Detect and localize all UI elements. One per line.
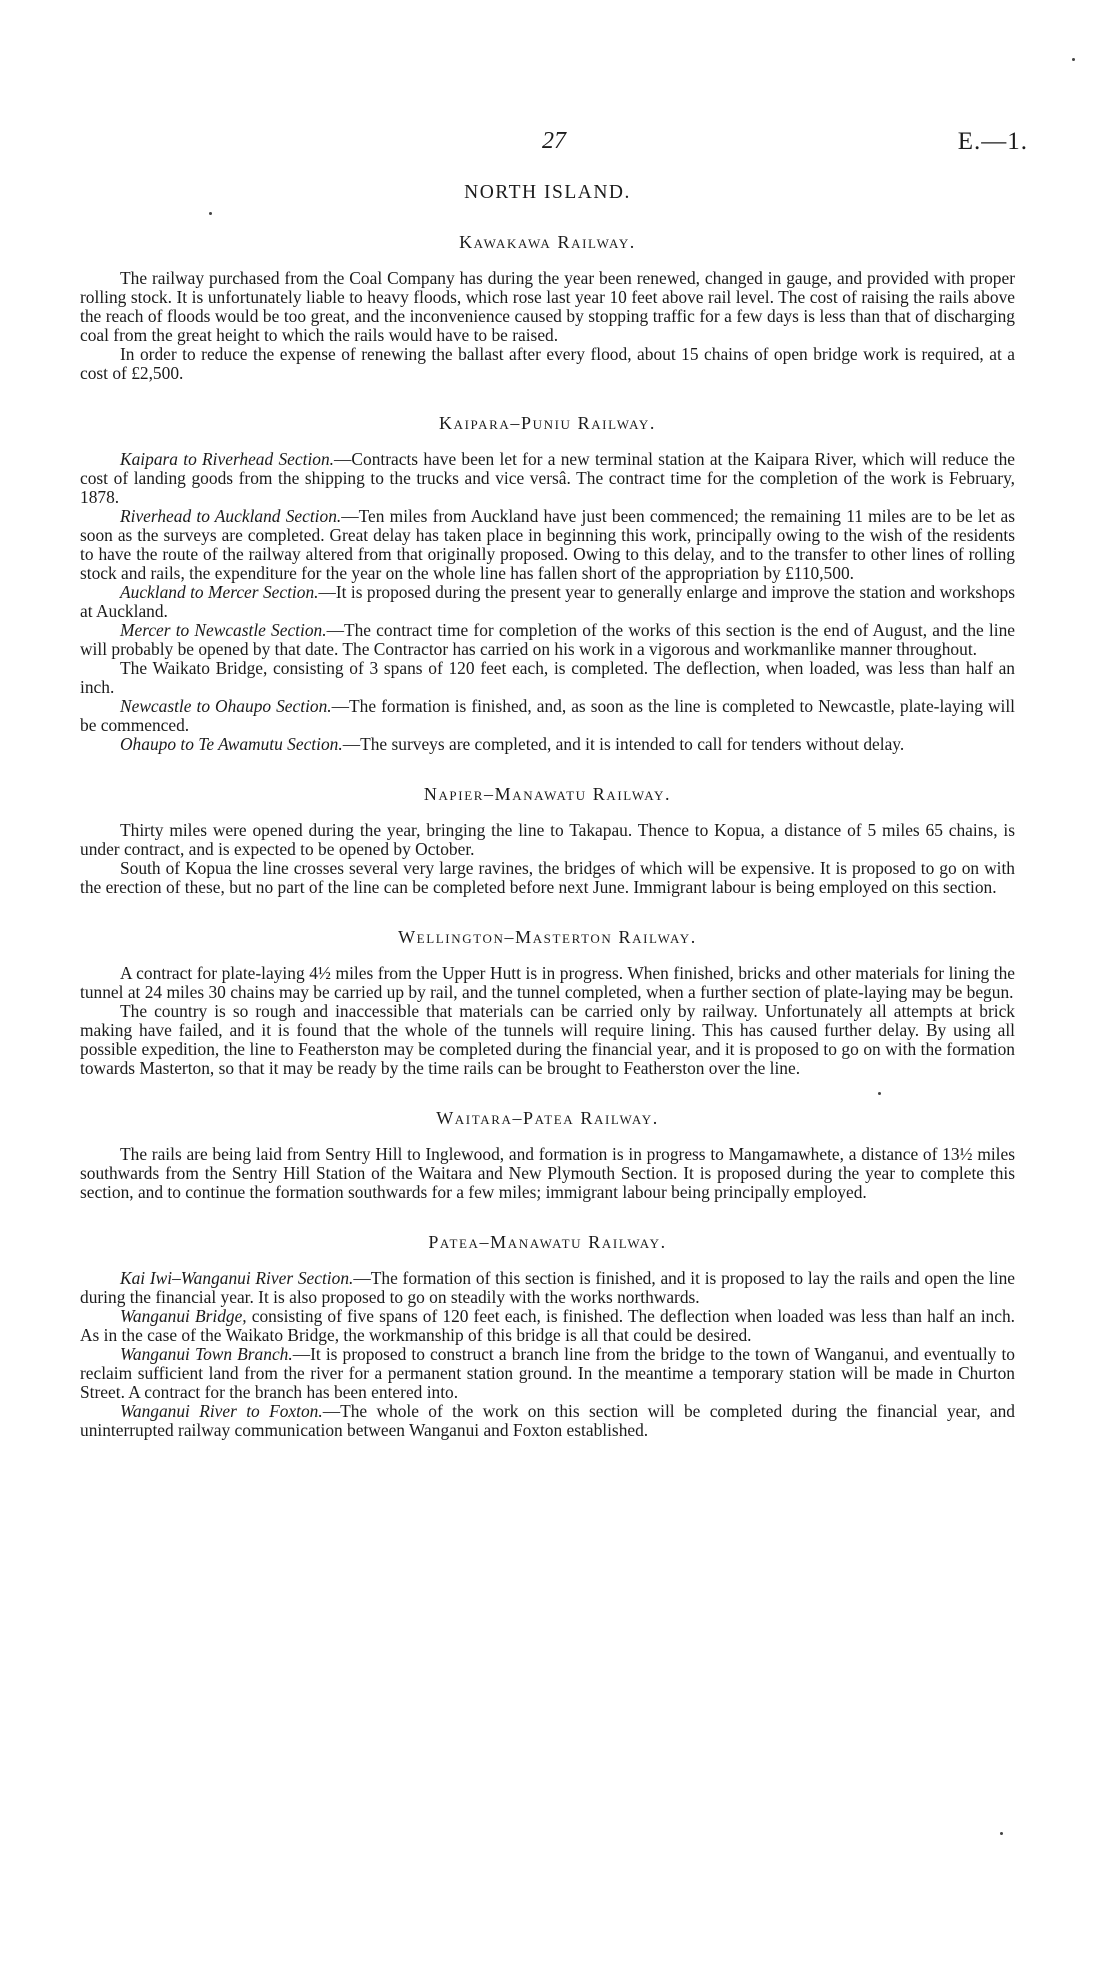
- paragraph-lead-heading: Newcastle to Ohaupo Section.: [120, 696, 332, 716]
- paragraph: [80, 269, 1015, 345]
- paragraph-lead-heading: Mercer to Newcastle Section.: [120, 620, 327, 640]
- document-body: [80, 182, 1015, 1470]
- margin-speck: [878, 1092, 881, 1095]
- paragraph-text: —The whole of the work on this section will be completed during the financial year, and uninterrupted railway communication between Wanganui and Foxton established.: [80, 1401, 1015, 1440]
- section: [80, 784, 1015, 897]
- paragraph-text: —It is proposed during the present year to generally enlarge and improve the station and workshops at Auckland.: [80, 582, 1016, 621]
- paragraph-lead-heading: Wanganui Town Branch.: [120, 1344, 293, 1364]
- section-title: Napier–Manawatu Railway.: [423, 784, 672, 804]
- paragraph-lead-heading: Wanganui Bridge,: [120, 1306, 247, 1326]
- paragraph-text: —Ten miles from Auckland have just been commenced; the remaining 11 miles are to be let as soon as the surveys are completed. Great delay has taken place in beginning this work, principally owing to the wish of the residents to have the route of the railway altered from that originally proposed. Owing to this delay, and to the transfer to other lines of rolling stock and rails, the expenditure for the year on the whole line has fallen short of the appropriation by £110,500.: [80, 506, 1015, 583]
- page-number: 27: [542, 128, 566, 154]
- paragraph: [80, 1269, 1015, 1307]
- section: [80, 927, 1015, 1078]
- margin-speck: [1072, 58, 1075, 61]
- section-title: Wellington–Masterton Railway.: [398, 927, 697, 947]
- paragraph-text: —The contract time for completion of the works of this section is the end of August, and the line will probably be opened by that date. The Contractor has carried on his work in a vigorous and workmanlike manner throughout.: [80, 620, 1016, 659]
- paragraph-text: —Contracts have been let for a new terminal station at the Kaipara River, which will reduce the cost of landing goods from the shipping to the trucks and vice versâ. The contract time for the completion of the work is February, 1878.: [80, 449, 1015, 507]
- paragraph: [80, 1345, 1015, 1402]
- paragraph-text: The Waikato Bridge, consisting of 3 spans of 120 feet each, is completed. The deflection, when loaded, was less than half an inch.: [80, 658, 1015, 697]
- paragraph-text: consisting of five spans of 120 feet each, is finished. The deflection when loaded was less than half an inch. As in the case of the Waikato Bridge, the workmanship of this bridge is all that could be desired.: [80, 1306, 1016, 1345]
- section: [80, 1232, 1015, 1440]
- paragraph: [80, 583, 1015, 621]
- section-title: Kaipara–Puniu Railway.: [438, 413, 657, 433]
- paragraph-lead-heading: Kai Iwi–Wanganui River Section.: [120, 1268, 354, 1288]
- margin-speck: [209, 212, 212, 215]
- paragraph-text: The railway purchased from the Coal Company has during the year been renewed, changed in gauge, and provided with proper rolling stock. It is unfortunately liable to heavy floods, which rose last year 10 feet above rail level. The cost of raising the rails above the reach of floods would be too great, and the inconvenience caused by stopping traffic for a few days is less than that of discharging coal from the great height to which the rails would have to be raised.: [80, 268, 1015, 345]
- page-header: [80, 128, 1028, 168]
- section-title: Waitara–Patea Railway.: [436, 1108, 659, 1128]
- paragraph-text: —The formation is finished, and, as soon as the line is completed to Newcastle, plate-laying will be commenced.: [80, 696, 1016, 735]
- margin-speck: [1000, 1832, 1003, 1835]
- paragraph: [80, 697, 1015, 735]
- paragraph: [80, 1002, 1015, 1078]
- paragraph: [80, 621, 1015, 659]
- paragraph-lead-heading: Wanganui River to Foxton.: [120, 1401, 323, 1421]
- paragraph-lead-heading: Kaipara to Riverhead Section.: [120, 449, 335, 469]
- paragraph: [80, 964, 1015, 1002]
- paragraph: [80, 1145, 1015, 1202]
- document-reference: E.—1.: [957, 128, 1028, 155]
- paragraph-text: South of Kopua the line crosses several very large ravines, the bridges of which will be expensive. It is proposed to go on with the erection of these, but no part of the line can be completed before next June. Immigrant labour is being employed on this section.: [80, 858, 1015, 897]
- paragraph: [80, 507, 1015, 583]
- paragraph: [80, 450, 1015, 507]
- paragraph-text: —The formation of this section is finished, and it is proposed to lay the rails and open the line during the financial year. It is also proposed to go on steadily with the works northwards.: [80, 1268, 1015, 1307]
- section-title: Patea–Manawatu Railway.: [428, 1232, 667, 1252]
- paragraph-lead-heading: Ohaupo to Te Awamutu Section.: [120, 734, 343, 754]
- section: [80, 232, 1015, 383]
- main-title: NORTH ISLAND.: [464, 182, 631, 203]
- paragraph: [80, 1307, 1015, 1345]
- paragraph: [80, 821, 1015, 859]
- paragraph-text: In order to reduce the expense of renewing the ballast after every flood, about 15 chains of open bridge work is required, at a cost of £2,500.: [80, 344, 1015, 383]
- paragraph: [80, 345, 1015, 383]
- paragraph-text: —It is proposed to construct a branch line from the bridge to the town of Wanganui, and eventually to reclaim sufficient land from the river for a permanent station ground. In the meantime a temporary station will be made in Churton Street. A contract for the branch has been entered into.: [80, 1344, 1016, 1402]
- sections-container: [80, 232, 1015, 1440]
- paragraph-lead-heading: Auckland to Mercer Section.: [120, 582, 319, 602]
- section: [80, 413, 1015, 754]
- paragraph: [80, 1402, 1015, 1440]
- section-title: Kawakawa Railway.: [459, 232, 636, 252]
- paragraph: [80, 859, 1015, 897]
- paragraph-text: Thirty miles were opened during the year, bringing the line to Takapau. Thence to Kopua, a distance of 5 miles 65 chains, is under contract, and is expected to be opened by October.: [80, 820, 1015, 859]
- paragraph-text: —The surveys are completed, and it is intended to call for tenders without delay.: [342, 734, 905, 754]
- paragraph-text: The rails are being laid from Sentry Hill to Inglewood, and formation is in progress to Mangamawhete, a distance of 13½ miles southwards from the Sentry Hill Station of the Waitara and New Plymouth Section. It is proposed during the year to complete this section, and to continue the formation southwards for a few miles; immigrant labour being principally employed.: [80, 1144, 1015, 1202]
- paragraph-lead-heading: Riverhead to Auckland Section.: [120, 506, 342, 526]
- paragraph: [80, 659, 1015, 697]
- paragraph-text: The country is so rough and inaccessible that materials can be carried only by railway. Unfortunately all attempts at brick making have failed, and it is found that the whole of the tunnels will require lining. This has caused further delay. By using all possible expedition, the line to Featherston may be completed during the financial year, and it is proposed to go on with the formation towards Masterton, so that it may be ready by the time rails can be brought to Featherston over the line.: [80, 1001, 1015, 1078]
- paragraph: [80, 735, 1015, 754]
- section: [80, 1108, 1015, 1202]
- paragraph-text: A contract for plate-laying 4½ miles from the Upper Hutt is in progress. When finished, bricks and other materials for lining the tunnel at 24 miles 30 chains may be carried up by rail, and the tunnel completed, when a further section of plate-laying may be begun.: [80, 963, 1015, 1002]
